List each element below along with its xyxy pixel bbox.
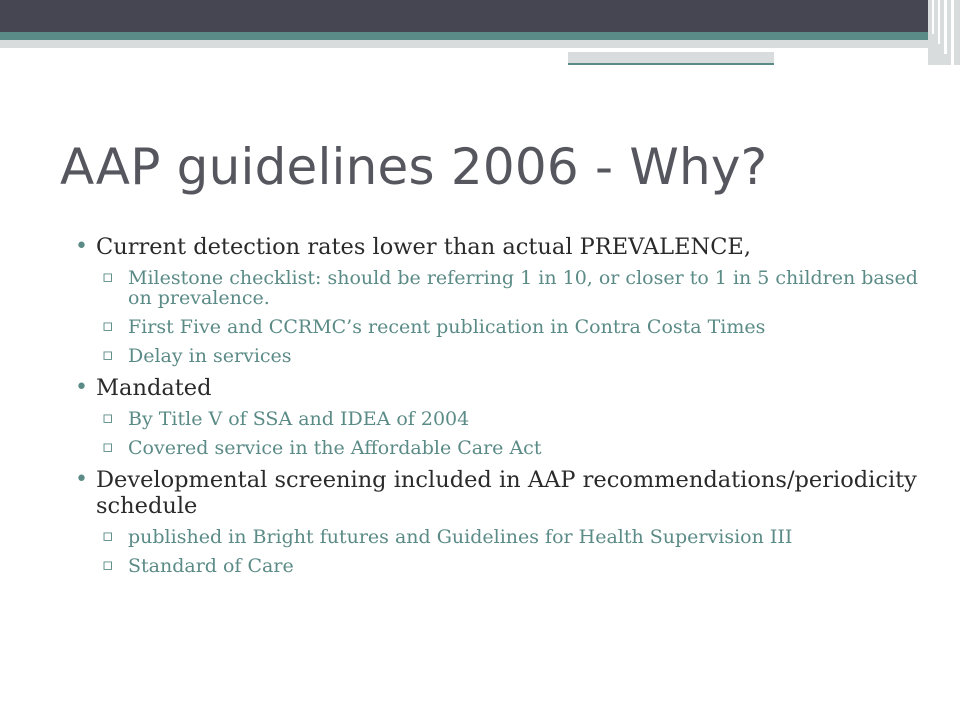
header-stripe — [938, 0, 940, 44]
bullet-text: Current detection rates lower than actual PREVALENCE, — [96, 234, 751, 260]
bullet-text: Mandated — [96, 375, 212, 401]
slide-title: AAP guidelines 2006 - Why? — [60, 138, 768, 196]
header-accent-block — [568, 52, 774, 63]
header-stripe — [944, 0, 947, 54]
header-stripe — [951, 0, 954, 65]
bullet-point — [72, 375, 920, 401]
sub-bullet-text: Milestone checklist: should be referring 1 in 10, or closer to 1 in 5 children based on prevalence. — [128, 267, 918, 309]
header-band-dark — [0, 0, 960, 32]
bullet-dot-icon: • — [75, 234, 88, 259]
sub-bullet-list — [72, 527, 920, 576]
header-band-teal — [0, 32, 960, 40]
bullet-point — [72, 234, 920, 260]
sub-bullet-square-icon: ▫ — [102, 437, 114, 457]
sub-bullet-text: Covered service in the Affordable Care Act — [128, 437, 542, 459]
sub-bullet-text: Delay in services — [128, 345, 292, 367]
header-band-gray — [0, 40, 960, 48]
sub-bullet-square-icon: ▫ — [102, 526, 114, 546]
sub-bullet-square-icon: ▫ — [102, 345, 114, 365]
bullet-dot-icon: • — [75, 467, 88, 492]
bullet-point — [72, 467, 920, 519]
sub-bullet-text: By Title V of SSA and IDEA of 2004 — [128, 408, 470, 430]
header-stripe — [932, 0, 934, 34]
sub-bullet-point — [72, 556, 920, 576]
sub-bullet-list — [72, 268, 920, 366]
sub-bullet-square-icon: ▫ — [102, 408, 114, 428]
sub-bullet-square-icon: ▫ — [102, 267, 114, 287]
sub-bullet-point — [72, 409, 920, 429]
slide-body — [72, 234, 920, 585]
bullet-dot-icon: • — [75, 375, 88, 400]
sub-bullet-text: First Five and CCRMC’s recent publication in Contra Costa Times — [128, 316, 766, 338]
sub-bullet-point — [72, 438, 920, 458]
sub-bullet-list — [72, 409, 920, 458]
sub-bullet-point — [72, 317, 920, 337]
sub-bullet-point — [72, 346, 920, 366]
sub-bullet-text: Standard of Care — [128, 555, 294, 577]
sub-bullet-point — [72, 268, 920, 308]
bullet-text: Developmental screening included in AAP recommendations/periodicity schedule — [96, 467, 917, 519]
sub-bullet-point — [72, 527, 920, 547]
sub-bullet-text: published in Bright futures and Guidelines for Health Supervision III — [128, 526, 793, 548]
header-accent-underline — [568, 63, 774, 65]
sub-bullet-square-icon: ▫ — [102, 316, 114, 336]
sub-bullet-square-icon: ▫ — [102, 555, 114, 575]
